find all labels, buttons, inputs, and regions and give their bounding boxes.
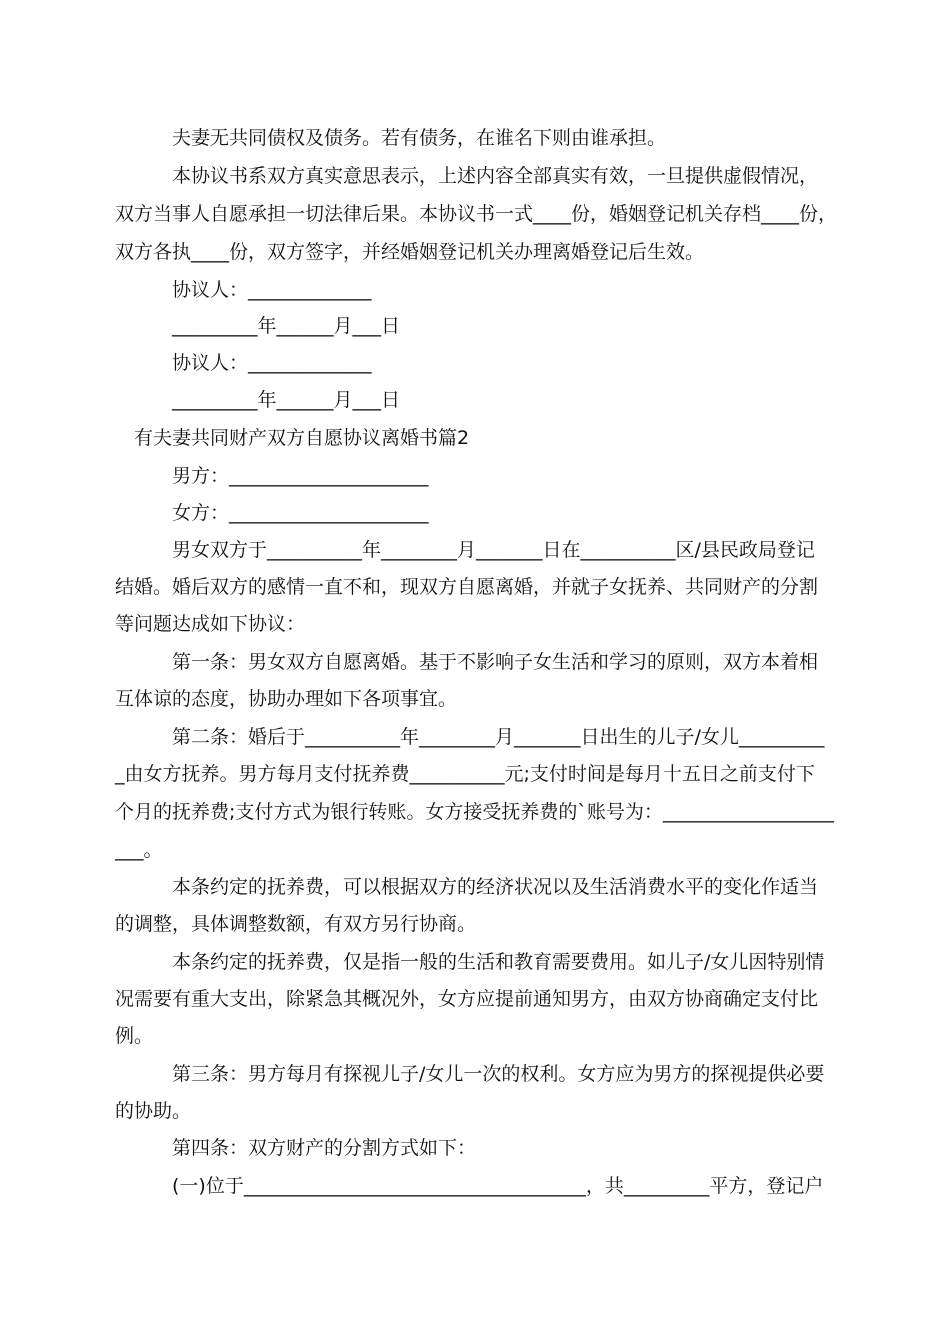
clause-4-line: (一)位于____________________________________，共_________平方，登记户 xyxy=(172,1175,824,1197)
clause-1-line: 第一条：男女双方自愿离婚。基于不影响子女生活和学习的原则，双方本着相 xyxy=(172,651,819,673)
text-line: 本条约定的抚养费，可以根据双方的经济状况以及生活消费水平的变化作适当 xyxy=(172,876,819,898)
section-title: 有夫妻共同财产双方自愿协议离婚书篇2 xyxy=(134,427,470,449)
text-line: 双方各执____份，双方签字，并经婚姻登记机关办理离婚登记后生效。 xyxy=(115,241,705,263)
text-line: 夫妻无共同债权及债务。若有债务，在谁名下则由谁承担。 xyxy=(172,127,667,149)
text-line: 结婚。婚后双方的感情一直不和，现双方自愿离婚，并就子女抚养、共同财产的分割 xyxy=(115,576,819,598)
clause-3-line: 的协助。 xyxy=(115,1100,192,1122)
clause-1-line: 互体谅的态度，协助办理如下各项事宜。 xyxy=(115,688,458,710)
clause-2-line: 第二条：婚后于__________年________月_______日出生的儿子/女儿_________ xyxy=(172,726,825,748)
signature-line: 协议人：_____________ xyxy=(172,279,372,301)
text-line: 本条约定的抚养费，仅是指一般的生活和教育需要费用。如儿子/女儿因特别情 xyxy=(172,951,825,973)
text-line: 等问题达成如下协议： xyxy=(115,613,306,635)
text-line: 双方当事人自愿承担一切法律后果。本协议书一式____份，婚姻登记机关存档____份， xyxy=(115,203,838,225)
date-line: _________年______月___日 xyxy=(172,315,401,337)
clause-4-line: 第四条：双方财产的分割方式如下： xyxy=(172,1137,477,1159)
clause-2-line: ___。 xyxy=(115,839,163,861)
date-line: _________年______月___日 xyxy=(172,389,401,411)
text-line: 的调整，具体调整数额，有双方另行协商。 xyxy=(115,913,477,935)
clause-2-line: _由女方抚养。男方每月支付抚养费__________元;支付时间是每月十五日之前支付下 xyxy=(115,763,815,785)
clause-3-line: 第三条：男方每月有探视儿子/女儿一次的权利。女方应为男方的探视提供必要 xyxy=(172,1063,825,1085)
text-line: 本协议书系双方真实意思表示，上述内容全部真实有效，一旦提供虚假情况， xyxy=(172,165,819,187)
text-line: 男女双方于__________年________月_______日在__________区/县民政局登记 xyxy=(172,539,815,561)
clause-2-line: 个月的抚养费;支付方式为银行转账。女方接受抚养费的`账号为：__________________ xyxy=(115,801,834,823)
party-female-line: 女方：_____________________ xyxy=(172,502,429,524)
text-line: 况需要有重大支出，除紧急其概况外，女方应提前通知男方，由双方协商确定支付比 xyxy=(115,988,819,1010)
party-male-line: 男方：_____________________ xyxy=(172,465,429,487)
signature-line: 协议人：_____________ xyxy=(172,352,372,374)
text-line: 例。 xyxy=(115,1025,154,1047)
